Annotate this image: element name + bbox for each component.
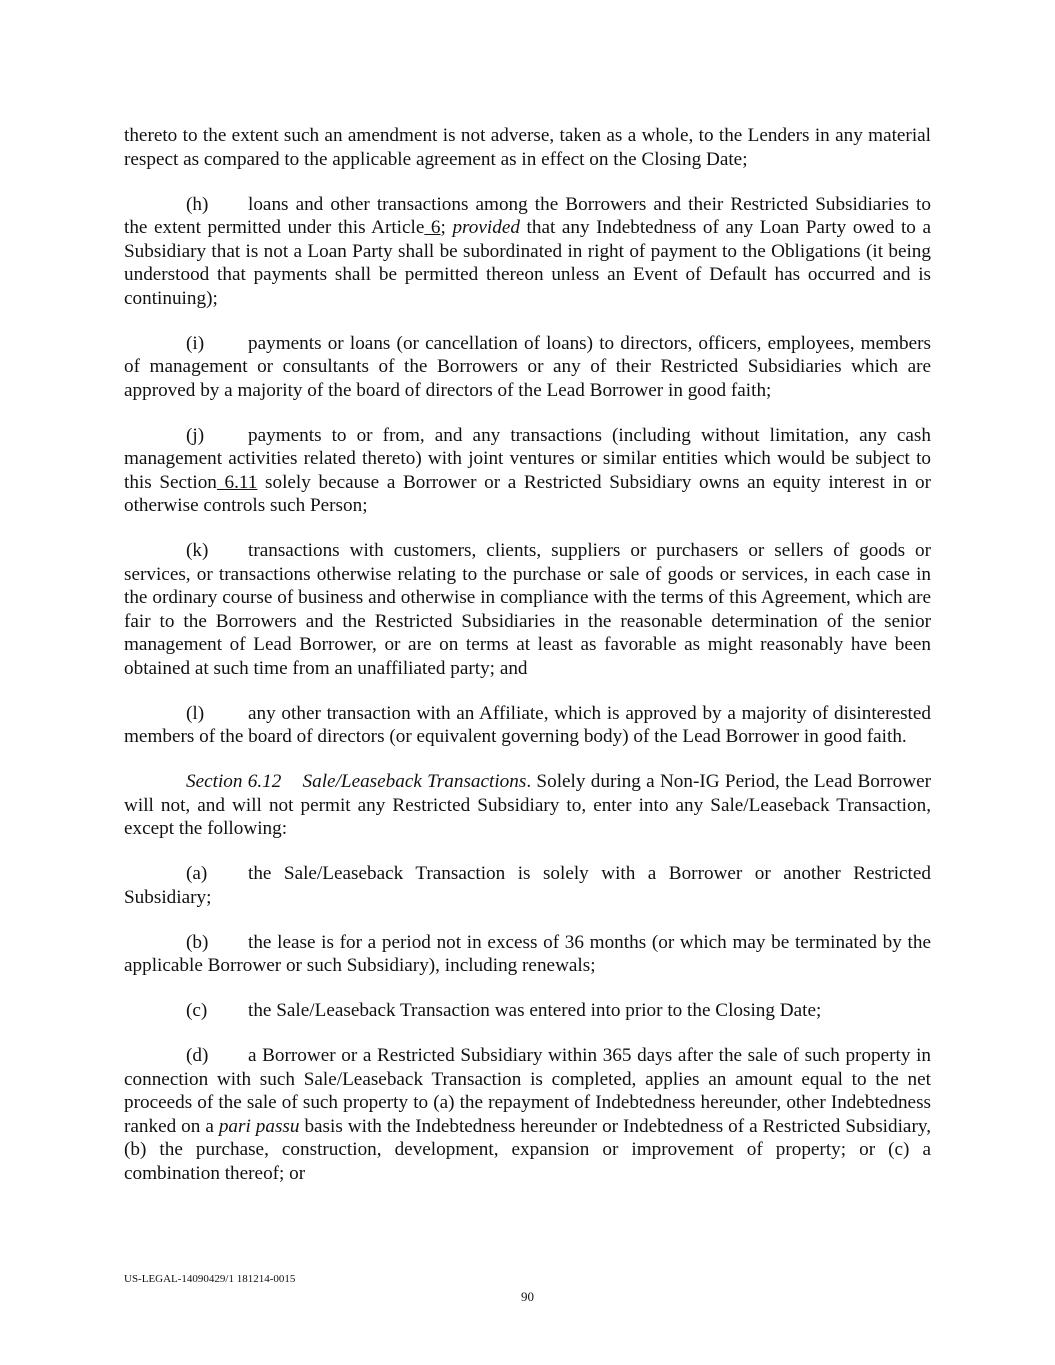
- paragraph-h: [124, 193, 931, 311]
- provided-emphasis: provided: [452, 217, 520, 238]
- section-text: . Solely during a Non-IG Period, the Lead Borrower will not, and will not permit any Restricted Subsidiary to, enter into any Sale/Leaseback Transaction, except the following:: [124, 771, 932, 839]
- item-label-a: (a): [186, 863, 208, 884]
- article-reference: 6: [424, 217, 441, 238]
- paragraph-b-text: the lease is for a period not in excess of 36 months (or which may be terminated by the applicable Borrower or such Subsidiary), including renewals;: [124, 931, 931, 976]
- paragraph-c: [124, 999, 931, 1023]
- paragraph-d-text-2: basis with the Indebtedness hereunder or Indebtedness of a Restricted Subsidiary, (b) the purchase, construction, development, expansion or improvement of property; or (c) a combination thereof; or: [124, 1115, 931, 1184]
- section-gap: [281, 771, 302, 792]
- paragraph-b: [124, 931, 931, 978]
- paragraph-l-text: any other transaction with an Affiliate, which is approved by a majority of disinterested members of the board of directors (or equivalent governing body) of the Lead Borrower in good faith.: [124, 702, 931, 747]
- paragraph-j: [124, 424, 931, 518]
- paragraph-h-text-3: that any Indebtedness of any Loan Party owed to a Subsidiary that is not a Loan Party shall be subordinated in right of payment to the Obligations (it being understood that payments shall be permitted thereon unless an Event of Default has occurred and is continuing);: [124, 217, 931, 309]
- paragraph-c-text: the Sale/Leaseback Transaction was entered into prior to the Closing Date;: [248, 1000, 822, 1021]
- paragraph-h-text-2: ;: [440, 217, 453, 238]
- paragraph-d: [124, 1044, 931, 1185]
- item-label-k: (k): [186, 540, 209, 561]
- paragraph-l: [124, 702, 931, 749]
- paragraph-j-text-2: solely because a Borrower or a Restricted Subsidiary owns an equity interest in or otherwise controls such Person;: [124, 471, 932, 516]
- document-body: [124, 124, 931, 1207]
- paragraph-i: [124, 332, 931, 403]
- item-label-h: (h): [186, 193, 209, 215]
- item-label-i: (i): [186, 332, 205, 354]
- item-label-c: (c): [186, 1000, 208, 1021]
- section-heading-paragraph: [124, 770, 931, 841]
- page-number: 90: [521, 1289, 534, 1304]
- item-label-l: (l): [186, 702, 205, 724]
- section-number: Section 6.12: [186, 771, 282, 792]
- pari-passu-emphasis: pari passu: [218, 1115, 300, 1137]
- item-label-b: (b): [186, 931, 209, 953]
- document-id-footer: US-LEGAL-14090429/1 181214-0015: [124, 1273, 296, 1285]
- item-label-j: (j): [186, 424, 205, 446]
- paragraph-d-text-1: a Borrower or a Restricted Subsidiary within 365 days after the sale of such property in connection with such Sale/Leaseback Transaction is completed, applies an amount equal to the net proceeds of the sale of such property to (a) the repayment of Indebtedness hereunder, other Indebtedness ranked on a: [124, 1045, 931, 1137]
- section-title: Sale/Leaseback Transactions: [302, 771, 527, 792]
- paragraph-i-text: payments or loans (or cancellation of loans) to directors, officers, employees, members of management or consultants of the Borrowers or any of their Restricted Subsidiaries which are approved by a majority of the board of directors of the Lead Borrower in good faith;: [124, 332, 931, 401]
- paragraph-a-text: the Sale/Leaseback Transaction is solely with a Borrower or another Restricted Subsidiary;: [124, 863, 931, 908]
- paragraph-j-text-1: payments to or from, and any transactions (including without limitation, any cash management activities related thereto) with joint ventures or similar entities which would be subject to this Section: [124, 424, 931, 493]
- paragraph-a: [124, 862, 931, 909]
- item-label-d: (d): [186, 1045, 209, 1066]
- paragraph-k: [124, 539, 931, 680]
- section-reference: 6.11: [216, 471, 258, 493]
- paragraph-intro: thereto to the extent such an amendment is not adverse, taken as a whole, to the Lenders in any material respect as compared to the applicable agreement as in effect on the Closing Date;: [124, 125, 931, 170]
- paragraph-k-text: transactions with customers, clients, suppliers or purchasers or sellers of goods or services, or transactions otherwise relating to the purchase or sale of goods or services, in each case in the ordinary course of business and otherwise in compliance with the terms of this Agreement, which are fair to the Borrowers and the Restricted Subsidiaries in the reasonable determination of the senior management of Lead Borrower, or are on terms at least as favorable as might reasonably have been obtained at such time from an unaffiliated party; and: [124, 540, 931, 679]
- paragraph-h-text-1: loans and other transactions among the Borrowers and their Restricted Subsidiaries to the extent permitted under this Article: [124, 193, 931, 238]
